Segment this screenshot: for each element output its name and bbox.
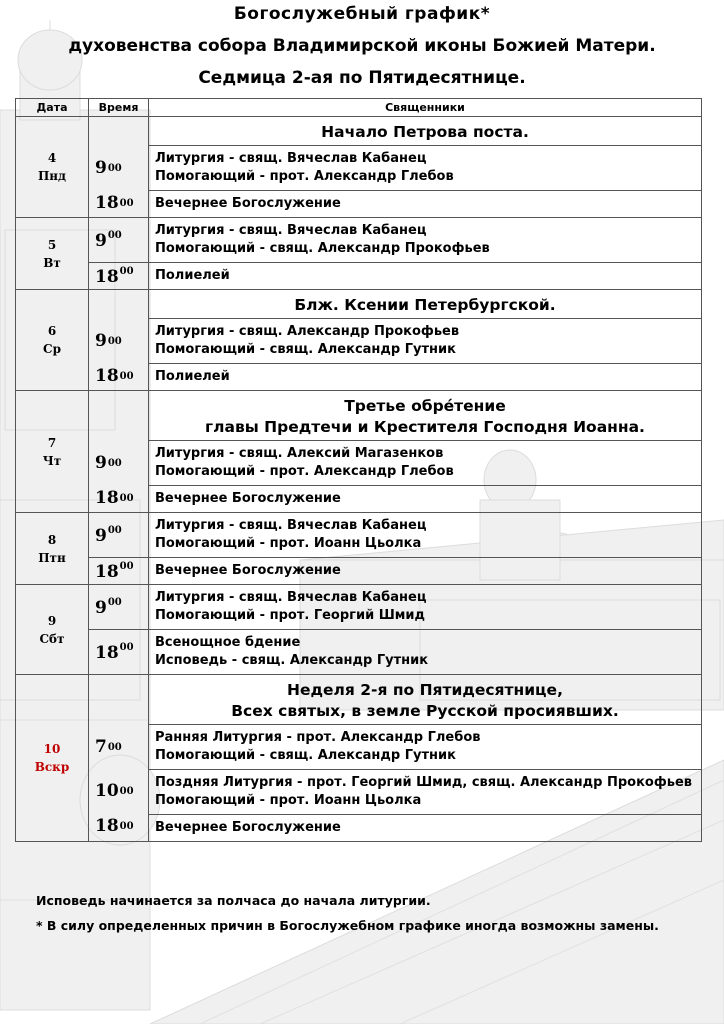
service-hour: 18 — [95, 561, 119, 582]
feast-line: Третье обре́тение — [344, 397, 506, 415]
service-hour: 9 — [95, 230, 107, 251]
time-cell — [89, 117, 149, 218]
day-weekday: Чт — [42, 453, 62, 468]
service-hour: 18 — [95, 488, 119, 508]
feast-row — [16, 117, 702, 146]
service-minutes: 00 — [119, 560, 134, 572]
service-time — [95, 813, 148, 839]
service-hour: 7 — [95, 737, 107, 757]
service-line: Помогающий - свящ. Александр Гутник — [155, 748, 456, 763]
service-line: Вечернее Богослужение — [155, 196, 341, 211]
service-line: Литургия - свящ. Вячеслав Кабанец — [155, 151, 427, 166]
time-cell — [89, 290, 149, 391]
schedule-title: Богослужебный график* — [233, 4, 491, 24]
service-cell — [149, 725, 702, 770]
day-cell — [16, 585, 89, 675]
day-cell — [16, 218, 89, 290]
feast-row — [16, 391, 702, 441]
service-time — [95, 769, 148, 813]
service-minutes: 00 — [107, 162, 122, 174]
service-hour: 18 — [95, 193, 119, 213]
service-line: Всенощное бдение — [155, 635, 301, 650]
service-hour: 18 — [95, 366, 119, 386]
service-time — [95, 363, 148, 389]
service-minutes: 00 — [107, 524, 122, 536]
service-line: Литургия - свящ. Александр Прокофьев — [155, 324, 460, 339]
day-number: 8 — [47, 532, 57, 547]
service-minutes: 00 — [119, 820, 134, 832]
service-minutes: 00 — [107, 741, 122, 753]
feast-line: Блж. Ксении Петербургской. — [294, 296, 556, 314]
day-number: 9 — [47, 613, 57, 628]
service-cell — [149, 815, 702, 842]
service-row — [16, 263, 702, 290]
service-minutes: 00 — [107, 335, 122, 347]
service-cell — [149, 486, 702, 513]
service-line: Поздняя Литургия - прот. Георгий Шмид, свящ. Александр Прокофьев — [155, 775, 692, 790]
service-line: Вечернее Богослужение — [155, 563, 341, 578]
feast-cell — [149, 117, 702, 146]
feast-row — [16, 290, 702, 319]
service-cell — [149, 191, 702, 218]
service-line: Помогающий - прот. Иоанн Цьолка — [155, 793, 422, 808]
service-cell — [149, 558, 702, 585]
service-hour: 9 — [95, 597, 107, 618]
service-cell — [149, 630, 702, 675]
feast-line: Всех святых, в земле Русской просиявших. — [231, 702, 619, 720]
service-hour: 18 — [95, 816, 119, 836]
service-line: Литургия - свящ. Алексий Магазенков — [155, 446, 444, 461]
service-hour: 9 — [95, 331, 107, 351]
schedule-subtitle: духовенства собора Владимирской иконы Божией Матери. — [68, 36, 656, 56]
service-line: Вечернее Богослужение — [155, 491, 341, 506]
day-cell — [16, 675, 89, 842]
service-time — [95, 319, 148, 363]
time-cell — [89, 630, 149, 675]
day-number: 10 — [43, 742, 61, 756]
feast-title — [149, 391, 701, 440]
service-row — [16, 218, 702, 263]
service-cell — [149, 441, 702, 486]
day-weekday: Пнд — [37, 169, 67, 183]
service-cell — [149, 263, 702, 290]
service-minutes: 00 — [119, 265, 134, 277]
feast-cell — [149, 290, 702, 319]
feast-title — [149, 675, 701, 724]
service-time — [95, 190, 148, 216]
service-row — [16, 585, 702, 630]
schedule-body — [16, 117, 702, 842]
day-cell — [16, 391, 89, 513]
service-cell — [149, 513, 702, 558]
service-line: Помогающий - прот. Иоанн Цьолка — [155, 536, 422, 551]
clergy-column-header: Священники — [149, 99, 702, 117]
service-line: Литургия - свящ. Вячеслав Кабанец — [155, 223, 427, 238]
service-hour: 9 — [95, 453, 107, 473]
service-cell — [149, 146, 702, 191]
service-line: Ранняя Литургия - прот. Александр Глебов — [155, 730, 481, 745]
service-cell — [149, 770, 702, 815]
service-cell — [149, 218, 702, 263]
service-line: Исповедь - свящ. Александр Гутник — [155, 653, 429, 668]
service-minutes: 00 — [119, 197, 134, 209]
table-header-row — [16, 99, 702, 117]
substitution-note: * В силу определенных причин в Богослужебном графике иногда возможны замены. — [36, 918, 659, 933]
service-line: Помогающий - свящ. Александр Гутник — [155, 342, 456, 357]
service-hour: 10 — [95, 781, 119, 801]
service-time — [95, 725, 148, 769]
service-hour: 9 — [95, 158, 107, 178]
service-minutes: 00 — [119, 492, 134, 504]
day-weekday: Вскр — [34, 760, 70, 774]
time-cell — [89, 585, 149, 630]
day-weekday: Вт — [43, 255, 61, 270]
time-cell — [89, 513, 149, 558]
service-row — [16, 558, 702, 585]
confession-note: Исповедь начинается за полчаса до начала литургии. — [36, 893, 431, 908]
service-line: Помогающий - свящ. Александр Прокофьев — [155, 241, 490, 256]
feast-line: Неделя 2-я по Пятидесятнице, — [287, 681, 563, 699]
service-line: Помогающий - прот. Александр Глебов — [155, 464, 454, 479]
schedule-table — [15, 98, 702, 842]
service-line: Литургия - свящ. Вячеслав Кабанец — [155, 518, 427, 533]
day-number: 6 — [47, 324, 57, 338]
day-number: 5 — [47, 237, 57, 252]
service-line: Литургия - свящ. Вячеслав Кабанец — [155, 590, 427, 605]
day-weekday: Ср — [43, 342, 61, 356]
service-minutes: 00 — [107, 457, 122, 469]
service-minutes: 00 — [107, 596, 122, 608]
service-hour: 18 — [95, 266, 119, 287]
service-time — [95, 485, 148, 511]
day-cell — [16, 513, 89, 585]
day-number: 4 — [47, 151, 57, 165]
service-cell — [149, 319, 702, 364]
day-cell — [16, 117, 89, 218]
service-hour: 9 — [95, 525, 107, 546]
time-cell — [89, 218, 149, 263]
service-time — [95, 146, 148, 190]
service-line: Полиелей — [155, 369, 230, 384]
week-title: Седмица 2-ая по Пятидесятнице. — [198, 68, 526, 88]
day-number: 7 — [47, 435, 57, 450]
service-minutes: 00 — [119, 785, 134, 797]
feast-title — [149, 117, 701, 145]
date-column-header: Дата — [16, 99, 89, 117]
time-cell — [89, 391, 149, 513]
service-cell — [149, 364, 702, 391]
service-hour: 18 — [95, 642, 119, 663]
service-line: Помогающий - прот. Георгий Шмид — [155, 608, 425, 623]
service-row — [16, 513, 702, 558]
time-cell — [89, 263, 149, 290]
feast-line: Начало Петрова поста. — [321, 123, 529, 141]
time-column-header: Время — [89, 99, 149, 117]
service-time — [95, 441, 148, 485]
service-line: Полиелей — [155, 268, 230, 283]
feast-row — [16, 675, 702, 725]
day-weekday: Сбт — [39, 631, 65, 646]
service-row — [16, 630, 702, 675]
feast-line: главы Предтечи и Крестителя Господня Иоанна. — [205, 418, 645, 436]
time-cell — [89, 675, 149, 842]
day-cell — [16, 290, 89, 391]
day-weekday: Птн — [38, 550, 66, 565]
service-line: Помогающий - прот. Александр Глебов — [155, 169, 454, 184]
service-cell — [149, 585, 702, 630]
service-minutes: 00 — [119, 641, 134, 653]
feast-title — [149, 290, 701, 318]
feast-cell — [149, 391, 702, 441]
service-line: Вечернее Богослужение — [155, 820, 341, 835]
service-minutes: 00 — [107, 229, 122, 241]
service-minutes: 00 — [119, 370, 134, 382]
feast-cell — [149, 675, 702, 725]
time-cell — [89, 558, 149, 585]
